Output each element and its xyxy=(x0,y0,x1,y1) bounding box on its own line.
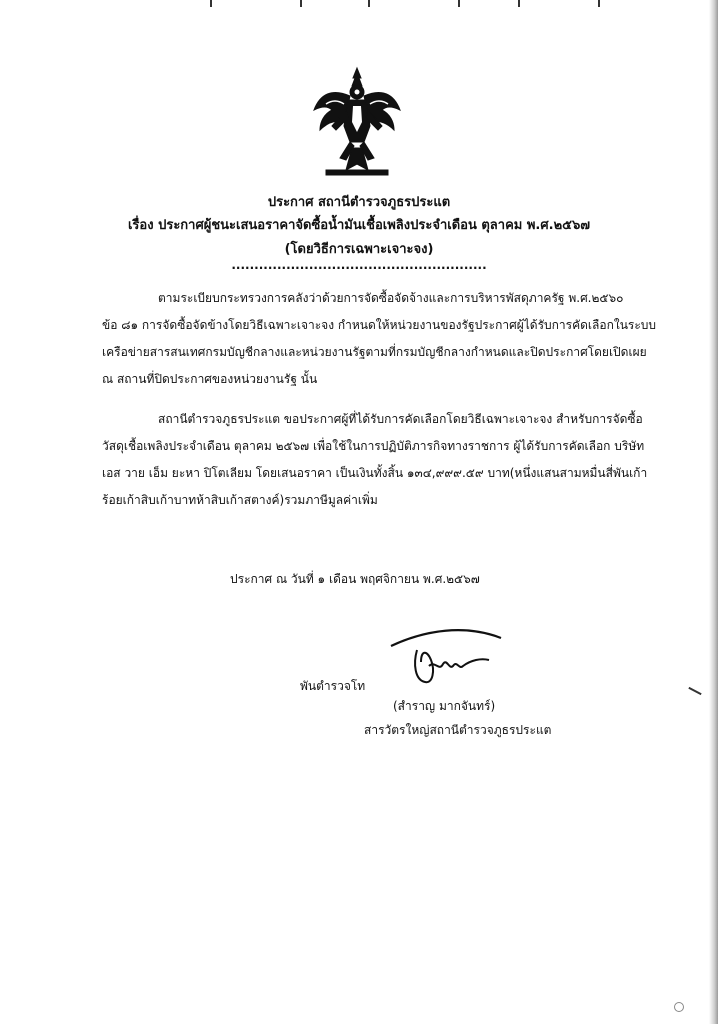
announcement-title: ประกาศ สถานีตำรวจภูธรประแต xyxy=(267,195,451,210)
paragraph2-line: สถานีตำรวจภูธรประแต ขอประกาศผู้ที่ได้รับการคัดเลือกโดยวิธีเฉพาะเจาะจง สำหรับการจัดซื้อ xyxy=(158,412,643,426)
announce-date: ประกาศ ณ วันที่ ๑ เดือน พฤศจิกายน พ.ศ.๒๕๖๗ xyxy=(230,572,480,586)
paper-edge-marks xyxy=(200,0,620,8)
paragraph2-line: วัสดุเชื้อเพลิงประจำเดือน ตุลาคม ๒๕๖๗ เพื่อใช้ในการปฏิบัติภารกิจทางราชการ ผู้ได้รับการคัดเลือก บริษัท xyxy=(102,439,645,453)
paragraph2-line: เอส วาย เอ็ม ยะหา ปิโตเลียม โดยเสนอราคา เป็นเงินทั้งสิ้น ๑๓๔,๙๙๙.๕๙ บาท(หนึ่งแสนสามหมื่นสี่พันเก้า xyxy=(102,466,648,480)
paragraph1-line: เครือข่ายสารสนเทศกรมบัญชีกลางและหน่วยงานรัฐตามที่กรมบัญชีกลางกำหนดและปิดประกาศโดยเปิดเผย xyxy=(102,345,647,359)
signatory-position: สารวัตรใหญ่สถานีตำรวจภูธรประแต xyxy=(364,723,552,737)
announcement-subject: เรื่อง ประกาศผู้ชนะเสนอราคาจัดซื้อน้ำมันเชื้อเพลิงประจำเดือน ตุลาคม พ.ศ.๒๕๖๗ xyxy=(127,218,590,233)
signatory-rank: พันตำรวจโท xyxy=(300,679,366,693)
paragraph1-line: ข้อ ๘๑ การจัดซื้อจัดข้างโดยวิธีเฉพาะเจาะจง กำหนดให้หน่วยงานของรัฐประกาศผู้ได้รับการคัดเลือกในระบบ xyxy=(102,318,657,332)
announcement-method: (โดยวิธีการเฉพาะเจาะจง) xyxy=(284,242,434,257)
pen-mark xyxy=(688,687,701,695)
signatory-name: (สำราญ มากจันทร์) xyxy=(393,699,496,713)
garuda-emblem-icon xyxy=(312,66,402,178)
paragraph2-line: ร้อยเก้าสิบเก้าบาทห้าสิบเก้าสตางค์)รวมภาษีมูลค่าเพิ่ม xyxy=(102,493,378,507)
handwritten-signature xyxy=(385,620,505,690)
paper-edge-shadow xyxy=(709,0,718,1024)
page-dot-mark xyxy=(674,1002,684,1012)
divider: ........................................................ xyxy=(231,258,487,272)
paragraph1-line: ณ สถานที่ปิดประกาศของหน่วยงานรัฐ นั้น xyxy=(102,372,318,386)
paragraph1-line: ตามระเบียบกระทรวงการคลังว่าด้วยการจัดซื้อจัดจ้างและการบริหารพัสดุภาครัฐ พ.ศ.๒๕๖๐ xyxy=(158,291,624,305)
